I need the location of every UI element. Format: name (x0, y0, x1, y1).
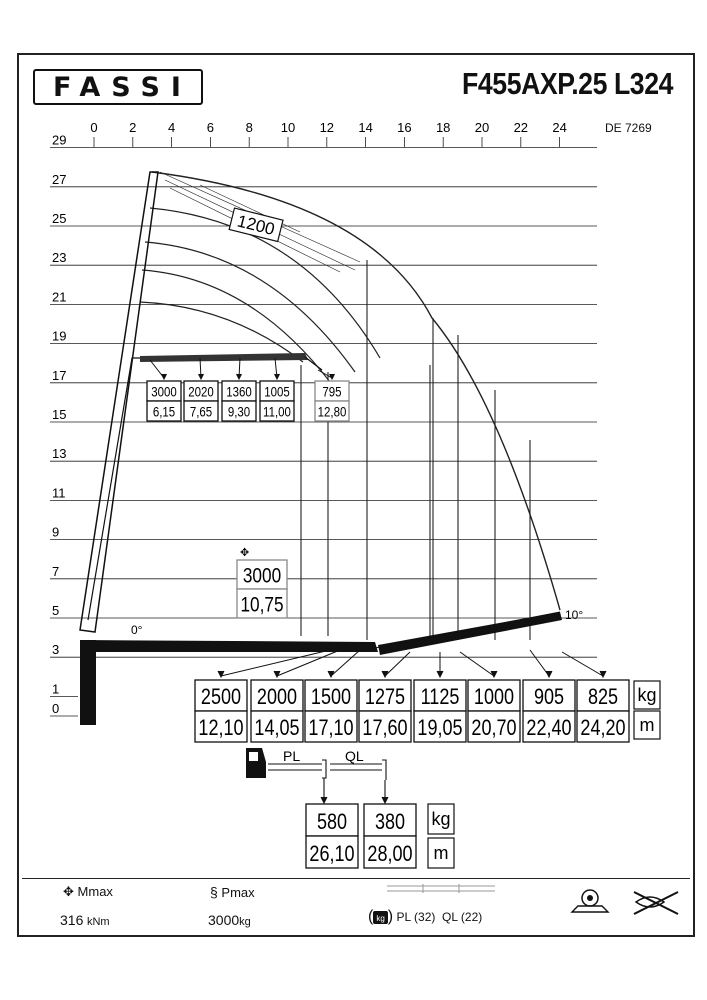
jib-ql-label: QL (345, 748, 364, 764)
crane-boom (80, 172, 565, 725)
pmax-value: 3000 (208, 912, 240, 928)
m-value: 24,20 (580, 716, 626, 741)
y-tick-label: 1 (52, 681, 60, 697)
y-tick-label: 5 (52, 603, 60, 618)
x-tick-label: 16 (397, 120, 412, 135)
x-tick-label: 12 (319, 120, 335, 135)
pl-spec: PL (32) (396, 910, 436, 924)
brand-logo-text: FASSI (53, 71, 192, 103)
footer-divider (22, 878, 690, 879)
y-tick-label: 21 (52, 289, 67, 305)
truck-cab-icon (246, 748, 266, 778)
x-tick-label: 24 (552, 120, 567, 135)
lower-load-box (523, 680, 575, 742)
arrow-head (600, 671, 606, 677)
mmax-value-row (60, 912, 110, 928)
upper-load-box (147, 381, 181, 421)
kg-value: 3000 (242, 565, 282, 589)
m-value: 20,70 (471, 716, 517, 741)
kg-value: 2500 (200, 685, 242, 710)
mid-load-box (237, 560, 287, 618)
angle-low-label: 0° (131, 623, 143, 637)
kg-value: 1125 (420, 685, 460, 710)
y-tick-label: 29 (52, 132, 67, 148)
m-value: 17,10 (308, 716, 354, 741)
jib-load-box (364, 804, 416, 868)
pmax-value-row (208, 912, 251, 928)
arrow-head (274, 671, 280, 677)
jib-unit-m: m (433, 843, 449, 863)
lower-load-box (577, 680, 629, 742)
x-tick-label: 6 (206, 120, 215, 135)
m-value: 6,15 (152, 403, 176, 420)
y-tick-label: 13 (52, 446, 67, 462)
kg-value: 1275 (364, 685, 406, 710)
crane-column (80, 640, 96, 725)
arrow-head (275, 374, 280, 379)
jib-spec-row: ( kg ) PL (32) QL (22) (368, 908, 483, 925)
kg-value: 3000 (151, 383, 177, 400)
mmax-value: 316 (60, 912, 84, 928)
jib-unit-column (428, 804, 454, 868)
angle-high-label: 10° (565, 608, 584, 622)
jib-diagram (268, 760, 386, 800)
x-tick-label: 20 (474, 120, 490, 135)
arrow-head (330, 374, 335, 379)
model-title: F455AXP.25 L324 (462, 66, 673, 101)
m-value: 10,75 (240, 594, 284, 618)
arrow-head (218, 671, 224, 677)
m-value: 12,80 (317, 403, 347, 420)
lower-load-box (468, 680, 520, 742)
upper-load-box (222, 381, 256, 421)
mmax-row (63, 884, 113, 900)
x-tick-label: 14 (358, 120, 373, 135)
x-tick-label: 0 (90, 120, 98, 135)
upper-load-box (260, 381, 294, 421)
m-value: 7,65 (189, 403, 213, 420)
x-tick-label: 10 (280, 120, 296, 135)
y-tick-label: 27 (52, 171, 67, 187)
m-value: 22,40 (526, 716, 572, 741)
kg-value: 580 (316, 810, 348, 835)
kg-value: 1005 (264, 383, 290, 400)
y-tick-label: 9 (52, 524, 60, 540)
y-tick-label: 0 (52, 701, 60, 716)
load-arrow (460, 652, 494, 676)
kg-value: 905 (533, 685, 565, 710)
y-tick-label: 17 (52, 367, 67, 383)
kg-value: 1360 (226, 383, 252, 400)
m-value: 17,60 (362, 716, 408, 741)
x-tick-label: 8 (245, 120, 253, 135)
x-tick-label: 2 (129, 120, 137, 135)
mmax-label: Mmax (77, 884, 113, 899)
pmax-row (210, 884, 255, 900)
arrow-head (237, 374, 242, 379)
arrow-head (199, 374, 204, 379)
m-value: 14,05 (254, 716, 300, 741)
ql-spec: QL (22) (442, 910, 483, 924)
y-tick-label: 7 (52, 563, 60, 579)
kg-value: 2000 (256, 685, 298, 710)
hook-icon: § (210, 884, 218, 900)
pmax-unit: kg (239, 916, 251, 928)
jib-pl-label: PL (283, 748, 301, 764)
upper-load-box (184, 381, 218, 421)
kg-weight-icon: kg (373, 911, 387, 924)
zone-capacity-label: 1200 (235, 211, 277, 240)
arrow-head (162, 374, 167, 379)
kg-value: 1500 (310, 685, 352, 710)
m-value: 26,10 (309, 842, 355, 867)
m-value: 19,05 (417, 716, 463, 741)
pmax-label: Pmax (221, 885, 255, 900)
jib-mini-icon (385, 882, 505, 896)
kg-value: 825 (587, 685, 619, 710)
y-tick-label: 3 (52, 642, 60, 658)
lower-load-box (251, 680, 303, 742)
jib-load-box (306, 804, 358, 868)
kg-value: 795 (322, 383, 342, 400)
x-tick-label: 4 (167, 120, 176, 135)
upper-load-box (315, 381, 349, 421)
m-value: 11,00 (263, 403, 291, 420)
y-tick-label: 19 (52, 328, 67, 344)
unit-kg-label: kg (637, 685, 657, 705)
y-tick-label: 23 (52, 250, 67, 266)
kg-value: 2020 (188, 383, 214, 400)
x-tick-label: 22 (513, 120, 529, 135)
winch-icon (568, 886, 612, 918)
lower-load-box (414, 680, 466, 742)
y-tick-label: 11 (52, 485, 66, 501)
arrow-head (437, 671, 443, 677)
lower-load-box (195, 680, 247, 742)
y-tick-label: 25 (52, 211, 67, 226)
load-arrow (331, 650, 360, 676)
load-arrow (562, 652, 603, 676)
m-value: 12,10 (198, 716, 244, 741)
jib-unit-kg: kg (431, 809, 451, 829)
lower-load-box (305, 680, 357, 742)
moment-icon: ✥ (63, 884, 74, 899)
arrow-head (546, 671, 552, 677)
y-tick-label: 15 (52, 407, 67, 422)
kg-value: 380 (374, 810, 406, 835)
x-tick-label: 18 (435, 120, 451, 135)
m-value: 28,00 (367, 842, 413, 867)
m-value: 9,30 (227, 403, 251, 420)
no-winch-icon (630, 888, 682, 920)
document-number: DE 7269 (605, 121, 652, 135)
lower-load-box (359, 680, 411, 742)
mmax-unit: kNm (86, 916, 110, 928)
unit-m-label: m (639, 715, 655, 735)
unit-column (634, 681, 660, 739)
load-arrow (385, 652, 410, 676)
kg-value: 1000 (473, 685, 515, 710)
moment-icon: ✥ (240, 546, 250, 559)
reach-lines (301, 260, 530, 640)
